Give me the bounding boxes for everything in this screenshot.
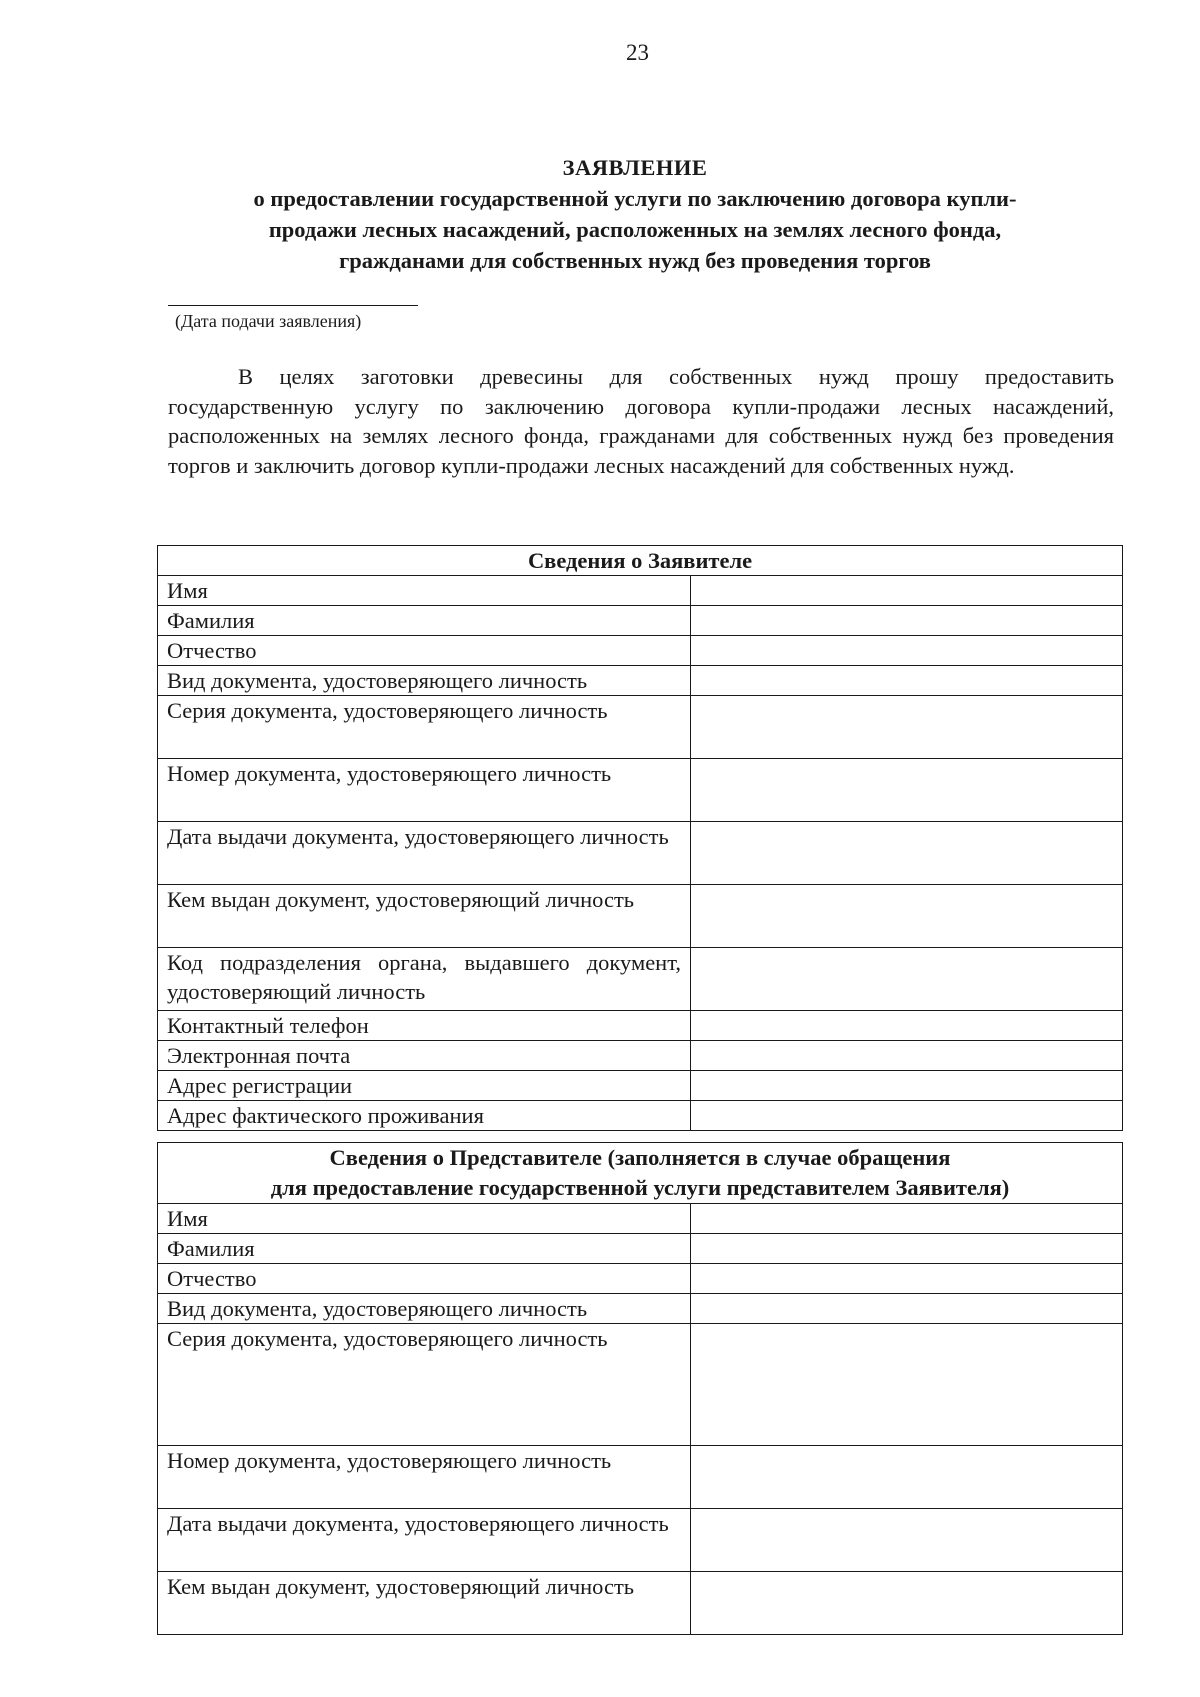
- document-title: [170, 152, 1100, 276]
- representative-label-id-issue-date: Дата выдачи документа, удостоверяющего личность: [158, 1509, 691, 1572]
- applicant-label-phone: Контактный телефон: [158, 1011, 691, 1041]
- applicant-table: [157, 545, 1123, 1131]
- applicant-label-id-issued-by: Кем выдан документ, удостоверяющий личность: [158, 885, 691, 948]
- representative-field-id-number[interactable]: [691, 1446, 1123, 1509]
- intro-paragraph: [168, 362, 1114, 480]
- title-line-1: ЗАЯВЛЕНИЕ: [562, 155, 708, 180]
- representative-heading-line-1: Сведения о Представителе (заполняется в случае обращения: [329, 1145, 951, 1170]
- applicant-field-email[interactable]: [691, 1041, 1123, 1071]
- representative-heading-line-2: для предоставление государственной услуги представителем Заявителя): [270, 1175, 1010, 1200]
- representative-field-id-issued-by[interactable]: [691, 1572, 1123, 1635]
- representative-label-first-name: Имя: [158, 1204, 691, 1234]
- title-line-2: о предоставлении государственной услуги по заключению договора купли-: [253, 186, 1017, 211]
- applicant-label-patronymic: Отчество: [158, 636, 691, 666]
- representative-field-id-type[interactable]: [691, 1294, 1123, 1324]
- representative-label-id-issued-by: Кем выдан документ, удостоверяющий личность: [158, 1572, 691, 1635]
- applicant-field-division-code[interactable]: [691, 948, 1123, 1011]
- applicant-field-first-name[interactable]: [691, 576, 1123, 606]
- applicant-label-first-name: Имя: [158, 576, 691, 606]
- applicant-field-phone[interactable]: [691, 1011, 1123, 1041]
- representative-label-id-type: Вид документа, удостоверяющего личность: [158, 1294, 691, 1324]
- intro-text: В целях заготовки древесины для собственных нужд прошу предоставить государственную услугу по заключению договора купли-продажи лесных насаждений, расположенных на землях лесного фонда, гражданами для собственных нужд без проведения торгов и заключить договор купли-продажи лесных насаждений для собственных нужд.: [168, 364, 1114, 478]
- title-line-4: гражданами для собственных нужд без проведения торгов: [339, 248, 931, 273]
- representative-field-patronymic[interactable]: [691, 1264, 1123, 1294]
- applicant-section-heading: Сведения о Заявителе: [158, 546, 1123, 576]
- applicant-label-division-code: Код подразделения органа, выдавшего документ, удостоверяющий личность: [158, 948, 691, 1011]
- applicant-label-id-type: Вид документа, удостоверяющего личность: [158, 666, 691, 696]
- applicant-field-patronymic[interactable]: [691, 636, 1123, 666]
- applicant-field-id-issued-by[interactable]: [691, 885, 1123, 948]
- page-number: 23: [626, 40, 649, 65]
- applicant-field-id-type[interactable]: [691, 666, 1123, 696]
- applicant-label-id-number: Номер документа, удостоверяющего личность: [158, 759, 691, 822]
- representative-field-last-name[interactable]: [691, 1234, 1123, 1264]
- date-signature-line[interactable]: [168, 305, 418, 306]
- applicant-label-email: Электронная почта: [158, 1041, 691, 1071]
- applicant-field-actual-address[interactable]: [691, 1101, 1123, 1131]
- representative-label-id-series: Серия документа, удостоверяющего личность: [158, 1324, 691, 1446]
- applicant-label-last-name: Фамилия: [158, 606, 691, 636]
- applicant-field-last-name[interactable]: [691, 606, 1123, 636]
- representative-field-first-name[interactable]: [691, 1204, 1123, 1234]
- representative-label-last-name: Фамилия: [158, 1234, 691, 1264]
- representative-field-id-issue-date[interactable]: [691, 1509, 1123, 1572]
- representative-table: [157, 1142, 1123, 1635]
- applicant-label-id-issue-date: Дата выдачи документа, удостоверяющего личность: [158, 822, 691, 885]
- applicant-field-id-number[interactable]: [691, 759, 1123, 822]
- title-line-3: продажи лесных насаждений, расположенных на землях лесного фонда,: [268, 217, 1002, 242]
- applicant-field-id-series[interactable]: [691, 696, 1123, 759]
- applicant-label-id-series: Серия документа, удостоверяющего личность: [158, 696, 691, 759]
- date-caption: (Дата подачи заявления): [175, 311, 362, 331]
- representative-field-id-series[interactable]: [691, 1324, 1123, 1446]
- applicant-label-actual-address: Адрес фактического проживания: [158, 1101, 691, 1131]
- applicant-field-id-issue-date[interactable]: [691, 822, 1123, 885]
- applicant-label-registration-address: Адрес регистрации: [158, 1071, 691, 1101]
- representative-section-heading: [158, 1143, 1123, 1204]
- applicant-field-registration-address[interactable]: [691, 1071, 1123, 1101]
- representative-label-patronymic: Отчество: [158, 1264, 691, 1294]
- representative-label-id-number: Номер документа, удостоверяющего личность: [158, 1446, 691, 1509]
